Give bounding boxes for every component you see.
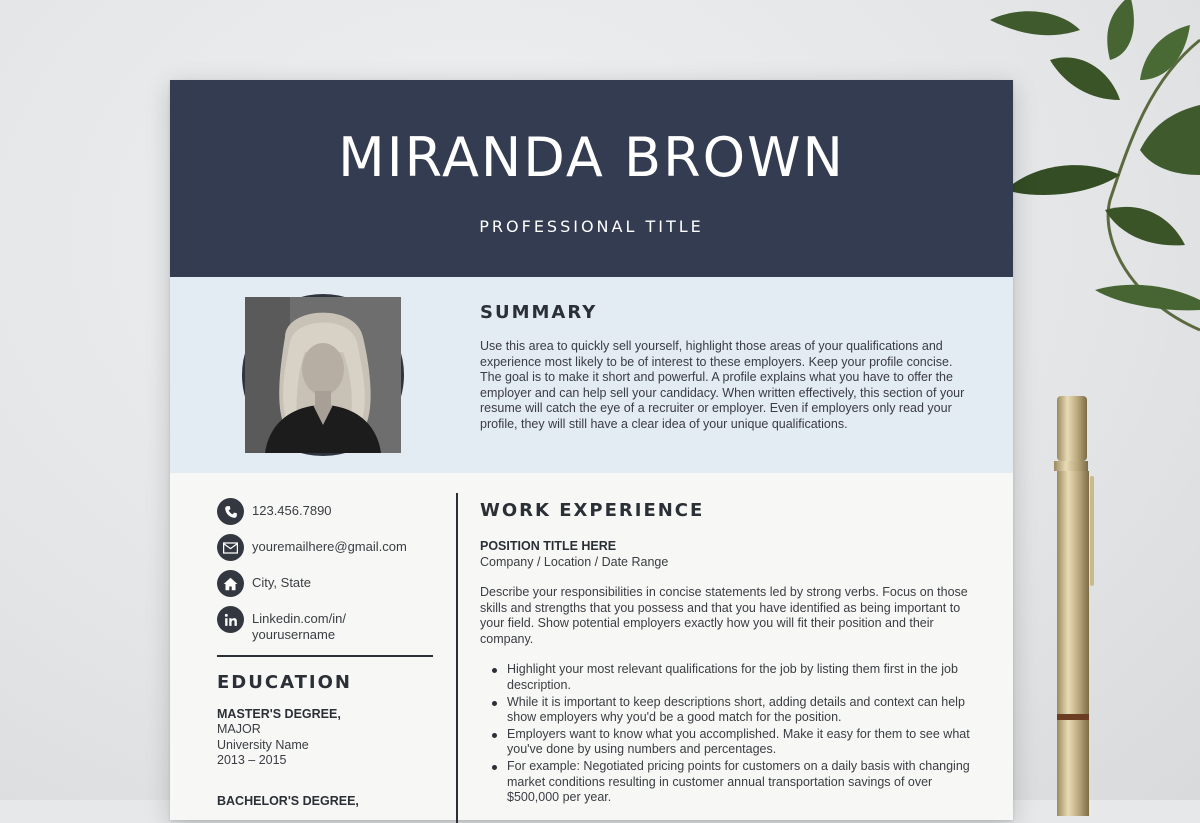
column-divider [456,493,458,823]
home-icon [217,570,244,597]
summary-text: Use this area to quickly sell yourself, highlight those areas of your qualifications and experience most likely to be of interest to these employers. Keep your profile concise. The goal is to make it short and powerful. A profile explains what you have to offer the employer and can help sell your candidacy. When written effectively, this section of your resume will catch the eye of a recruiter or employer. Even if employers only read your profile, they will still have a clear idea of your unique qualifications. [480,339,965,431]
work-bullet: Employers want to know what you accomplished. Make it easy for them to see what you've done by using numbers and percentages. [480,727,975,758]
portrait-illustration [245,297,401,453]
position-meta: Company / Location / Date Range [480,555,669,569]
linkedin-url-line1: Linkedin.com/in/ [252,611,346,626]
major: MAJOR [217,722,261,736]
contact-location [217,570,437,597]
summary-heading: SUMMARY [480,302,598,323]
leaves-decoration [980,0,1200,360]
university: University Name [217,737,309,752]
contact-phone [217,498,437,525]
work-heading: WORK EXPERIENCE [480,500,705,521]
education-item [217,706,437,769]
education-heading: EDUCATION [217,672,352,693]
contact-email [217,534,437,561]
work-bullet: For example: Negotiated pricing points for customers on a daily basis with changing market conditions resulting in customer annual transportation savings of over $500,000 per year. [480,759,975,806]
education-list [217,706,437,809]
years: 2013 – 2015 [217,753,287,767]
pen-decoration [1054,396,1092,816]
work-description: Describe your responsibilities in concise statements led by strong verbs. Focus on those skills and strengths that you possess and that you have identified as being important to your field. Show potential employers exactly how you will fit their position and their company. [480,585,968,646]
email-icon [217,534,244,561]
resume-header [170,80,1013,277]
contact-list [217,498,437,652]
degree: MASTER'S DEGREE, [217,707,341,721]
linkedin-icon [217,606,244,633]
work-experience [480,538,975,807]
phone-text: 123.456.7890 [252,503,332,518]
candidate-name: MIRANDA BROWN [338,126,845,189]
linkedin-url-line2: yourusername [252,627,336,642]
work-bullets [480,662,975,805]
contact-linkedin [217,606,437,643]
location-text: City, State [252,575,312,590]
left-divider [217,655,433,657]
work-bullet: While it is important to keep descriptions short, adding details and context can help show employers why you'd be a good match for the position. [480,695,975,726]
phone-icon [217,498,244,525]
linkedin-text [252,606,346,643]
summary-band [170,277,1013,473]
professional-title: PROFESSIONAL TITLE [479,217,704,236]
work-bullet: Highlight your most relevant qualifications for the job by listing them first in the job description. [480,662,975,693]
position-title: POSITION TITLE HERE [480,539,617,553]
email-text: youremailhere@gmail.com [252,539,407,554]
education-item [217,793,437,809]
degree: BACHELOR'S DEGREE, [217,793,359,808]
profile-photo [242,294,404,456]
resume-page [170,80,1013,820]
